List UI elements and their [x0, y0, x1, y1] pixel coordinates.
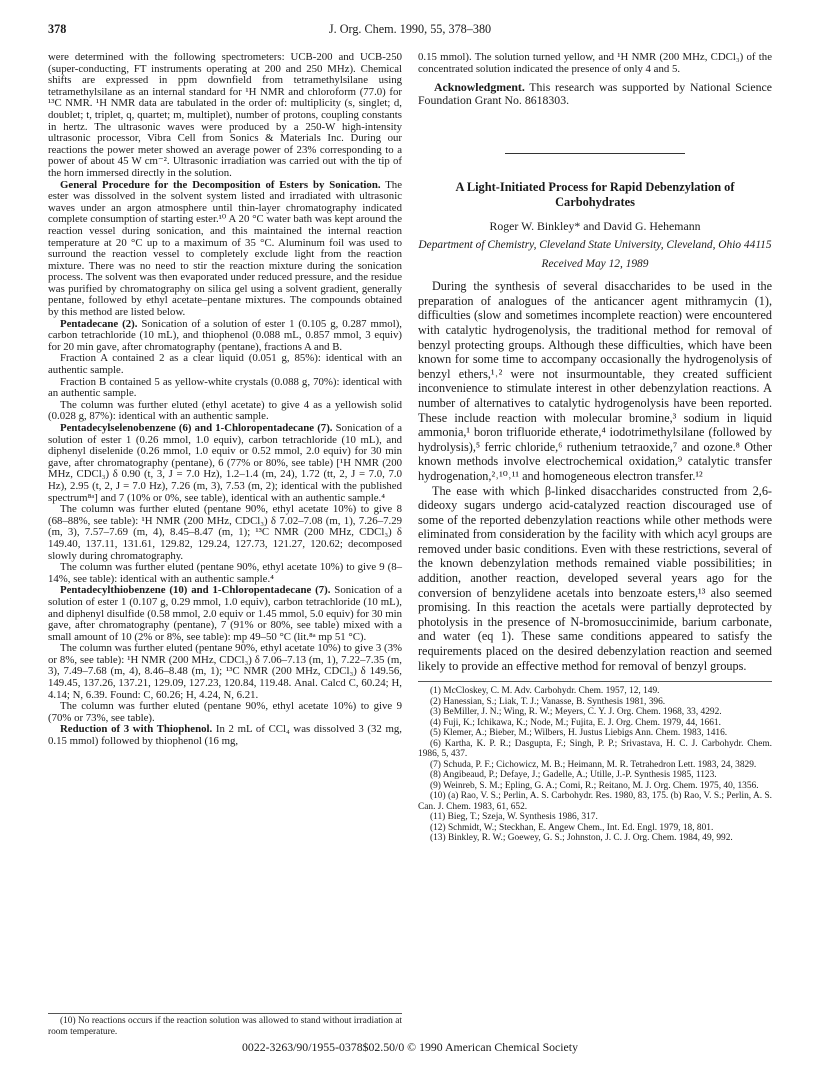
section-heading: Pentadecylthiobenzene (10) and 1-Chloropentadecane (7).: [60, 584, 331, 597]
reference-item: (4) Fuji, K.; Ichikawa, K.; Node, M.; Fujita, E. J. Org. Chem. 1979, 44, 1661.: [430, 717, 721, 728]
article-body: [418, 279, 772, 673]
reference-item: (13) Binkley, R. W.; Goewey, G. S.; Johnston, J. C. J. Org. Chem. 1984, 49, 992.: [430, 833, 733, 844]
experimental-paragraph: [48, 724, 402, 747]
reference-item: (6) Kartha, K. P. R.; Dasgupta, F.; Singh, P. P.; Srivastava, H. C. J. Carbohydr. Chem. 1986, 5, 437.: [418, 738, 772, 760]
experimental-paragraph: Fraction B contained 5 as yellow-white crystals (0.088 g, 70%): identical with an authentic sample.: [48, 375, 402, 400]
paragraph-text: Sonication of a solution of ester 1 (0.105 g, 0.287 mmol), carbon tetrachloride (10 mL), and thiophenol (0.088 mL, 0.857 mmol, 3 equiv) for 20 min gave, after chromatography (pentane), fractions A and B.: [48, 317, 402, 353]
left-column: [48, 52, 402, 748]
paragraph-text: Sonication of a solution of ester 1 (0.26 mmol, 1.0 equiv), carbon tetrachloride (10 mL), and diphenyl diselenide (0.26 mmol, 1.0 equiv or 0.52 mmol, 2.0 equiv) for 30 min gave, after chromatography (pentane), 6 (77% or 80%, see table) [¹H NMR (200 MHz, CDCl₃) δ 0.90 (t, 3, J = 7.0 Hz), 1.2–1.4 (m, 24), 1.72 (tt, 2, J = 7.0, 7.0 Hz), 2.95 (t, 2, J = 7.0 Hz), 7.26 (m, 3), 7.53 (m, 2); identical with the published spectrum⁸ᵃ] and 7 (10% or 0%, see table), identical with an authentic sample.⁴: [48, 422, 402, 504]
right-column: [418, 52, 772, 844]
page-number: 378: [48, 22, 67, 36]
reference-item: (3) BeMiller, J. N.; Wing, R. W.; Meyers, C. Y. J. Org. Chem. 1968, 33, 4292.: [430, 707, 722, 718]
reference-item: (12) Schmidt, W.; Steckhan, E. Angew Chem., Int. Ed. Engl. 1979, 18, 801.: [430, 822, 714, 833]
section-heading: Pentadecane (2).: [60, 317, 138, 330]
reference-item: (8) Angibeaud, P.; Defaye, J.; Gadelle, A.; Utille, J.-P. Synthesis 1985, 1123.: [430, 770, 717, 781]
experimental-paragraph: The column was further eluted (pentane 90%, ethyl acetate 10%) to give 9 (70% or 73%, see table).: [48, 700, 402, 724]
paragraph-text: In 2 mL of CCl₄ was dissolved 3 (32 mg, 0.15 mmol) followed by thiophenol (16 mg,: [48, 723, 402, 748]
reference-item: (10) (a) Rao, V. S.; Perlin, A. S. Carbohydr. Res. 1980, 83, 175. (b) Rao, V. S.; Perlin, A. S. Can. J. Chem. 1983, 61, 652.: [418, 791, 772, 812]
footnote-divider: [48, 1013, 402, 1014]
reference-item: (1) McCloskey, C. M. Adv. Carbohydr. Chem. 1957, 12, 149.: [430, 686, 660, 697]
reference-item: (9) Weinreb, S. M.; Epling, G. A.; Comi, R.; Reitano, M. J. Org. Chem. 1975, 40, 1356.: [430, 780, 759, 791]
footnote: [48, 1016, 402, 1037]
reference-item: (2) Hanessian, S.; Liak, T. J.; Vanasse, B. Synthesis 1981, 396.: [430, 696, 666, 707]
section-heading: Reduction of 3 with Thiophenol.: [60, 723, 213, 736]
article-authors: Roger W. Binkley* and David G. Hehemann: [489, 219, 701, 234]
page-header: [48, 22, 772, 40]
references-list: [418, 681, 772, 844]
body-paragraph: During the synthesis of several disaccharides to be used in the preparation of analogues of the anticancer agent mithramycin (1), difficulties (slow and sometimes incomplete reaction) were encountered with catalytic hydrogenolysis, the traditional method for removal of benzyl protecting groups. Although these difficulties, which have been known for some time to accompany occasionally the hydrogenolysis of benzyl ethers,¹˒² were not insurmountable, they created sufficient inconvenience to stimulate interest in other debenzylation reactions. A number of alternatives to catalytic hydrogenolysis have been reported. These include reaction with molecular bromine,³ sodium in liquid ammonia,¹ boron trifluoride etherate,⁴ iodotrimethylsilane (followed by hydrolysis),⁵ ferric chloride,⁶ ruthenium tetraoxide,⁷ and ozone.⁸ Other known methods involve electrochemical oxidation,⁹ catalytic transfer hydrogenation,²˒¹⁰˒¹¹ and homogeneous electron transfer.¹²: [418, 279, 772, 483]
experimental-paragraph: The column was further eluted (pentane 90%, ethyl acetate 10%) to give 3 (3% or 8%, see table): ¹H NMR (200 MHz, CDCl₃) δ 7.06–7.13 (m, 1), 7.22–7.35 (m, 3), 7.49–7.68 (m, 4), 8.46–8.48 (m, 1); ¹³C NMR (200 MHz, CDCl₃) δ 149.56, 149.45, 137.26, 137.21, 129.09, 127.23, 120.84, 119.48. Anal. Calcd C, 60.24; H, 4.14; N, 6.39. Found: C, 60.26; H, 4.24, N, 6.21.: [48, 642, 402, 701]
acknowledgment: [418, 81, 772, 107]
experimental-paragraph: Fraction A contained 2 as a clear liquid (0.051 g, 85%): identical with an authentic sample.: [48, 352, 402, 377]
page-footer: 0022-3263/90/1955-0378$02.50/0 © 1990 American Chemical Society: [242, 1040, 578, 1054]
article-divider: [505, 153, 685, 154]
experimental-paragraph: were determined with the following spectrometers: UCB-200 and UCB-250 (super-conducting, FT instruments operating at 200 and 250 MHz). Chemical shifts are expressed in ppm downfield from tetramethylsilane using tetramethylsilane as an internal standard for ¹H NMR and chloroform (77.0) for ¹³C NMR. ¹H NMR data are tabulated in the order of: multiplicity (s, singlet; d, doublet; t, triplet, q, quartet; m, multiplet), number of protons, coupling constants in hertz. The ultrasonic waves were produced by a 250-W high-intensity ultrasonic processor, Vibra Cell from Sonics & Materials Inc. During our reactions the power meter showed an average power of 23% corresponding to a power of about 45 W cm⁻². Ultrasonic irradiation was carried out with the tip of the horn immersed directly in the solution.: [48, 51, 402, 179]
acknowledgment-text: This research was supported by National Science Foundation Grant No. 8618303.: [418, 80, 772, 108]
article-title: A Light-Initiated Process for Rapid Debenzylation of Carbohydrates: [455, 180, 735, 210]
experimental-paragraph: The column was further eluted (pentane 90%, ethyl acetate 10%) to give 9 (8–14%, see table): identical with an authentic sample.⁴: [48, 561, 402, 585]
author-affiliation: Department of Chemistry, Cleveland State University, Cleveland, Ohio 44115: [418, 239, 772, 252]
section-heading: General Procedure for the Decomposition of Esters by Sonication.: [60, 178, 381, 191]
experimental-paragraph: [48, 423, 402, 504]
experimental-paragraph: [48, 319, 402, 354]
reference-item: (11) Bieg, T.; Szeja, W. Synthesis 1986, 317.: [430, 812, 598, 823]
experimental-paragraph: The column was further eluted (ethyl acetate) to give 4 as a yellowish solid (0.028 g, 87%): identical with an authentic sample.: [48, 398, 402, 423]
section-heading: Pentadecylselenobenzene (6) and 1-Chloropentadecane (7).: [60, 422, 333, 434]
experimental-paragraph: [48, 585, 402, 643]
footnote-text: (10) No reactions occurs if the reaction solution was allowed to stand without irradiation at room temperature.: [48, 1016, 402, 1037]
acknowledgment-heading: Acknowledgment.: [434, 80, 525, 95]
experimental-paragraph: The column was further eluted (pentane 90%, ethyl acetate 10%) to give 8 (68–88%, see table): ¹H NMR (200 MHz, CDCl₃) δ 7.02–7.08 (m, 1), 7.26–7.29 (m, 3), 7.57–7.69 (m, 4), 8.45–8.47 (m, 1); ¹³C NMR (200 MHz, CDCl₃) δ 149.40, 137.11, 131.61, 129.82, 129.24, 127.73, 121.27, 120.62; decomposed slowly during chromatography.: [48, 503, 402, 562]
experimental-paragraph: [48, 180, 402, 319]
body-paragraph: The ease with which β-linked disaccharides constructed from 2,6-dideoxy sugars undergo acid-catalyzed reaction discouraged use of some of the reported debenzylation reactions while other methods were eliminated from consideration by the facility with which acyl groups are removed under basic conditions. Even with these restrictions, several of the known debenzylation methods remained viable possibilities; in addition, another reaction, developed several years ago for the conversion of benzylidene acetals into benzoate esters,¹³ also seemed promising. In this reaction the acetals were partially deprotected by photolysis in the presence of N-bromosuccinimide, barium carbonate, and water (eq 1). These same conditions appeared to satisfy the requirements placed on the desired debenzylation reaction and seemed likely to provide an effective method for removal of benzyl groups.: [418, 483, 772, 673]
reference-item: (5) Klemer, A.; Bieber, M.; Wilbers, H. Justus Liebigs Ann. Chem. 1983, 1416.: [430, 728, 728, 739]
received-date: Received May 12, 1989: [541, 258, 649, 271]
journal-citation: J. Org. Chem. 1990, 55, 378–380: [328, 22, 492, 36]
paragraph-text: Sonication of a solution of ester 1 (0.107 g, 0.29 mmol, 1.0 equiv), carbon tetrachloride (10 mL), and diphenyl disulfide (0.58 mmol, 2.0 equiv or 1.45 mmol, 5.0 equiv) for 30 min gave, after chromatography (pentane), 7 (91% or 80%, see table) mixed with a small amount of 10 (2% or 8%, see table): mp 49–50 °C (lit.⁸ᵃ mp 51 °C).: [48, 584, 402, 643]
experimental-paragraph: 0.15 mmol). The solution turned yellow, and ¹H NMR (200 MHz, CDCl₃) of the concentrated solution indicated the presence of only 4 and 5.: [418, 51, 772, 75]
paragraph-text: The ester was dissolved in the solvent system listed and irradiated with ultrasonic waves under an argon atmosphere until thin-layer chromatography indicated complete consumption of starting ester.¹⁰ A 20 °C water bath was kept around the reaction vessel during sonication, and this maintained the internal reaction temperature at 20 °C up to a maximum of 35 °C. Aluminum foil was used to surround the reaction vessel to completely exclude light from the reaction mixture. There was no need to stir the reaction mixture during the sonication process. The solvent was then evaporated under reduced pressure, and the residue was purified by chromatography on silica gel using a solvent gradient, generally pentane, followed by ethyl acetate–pentane mixtures. The compounds obtained by this method are listed below.: [48, 178, 402, 319]
reference-item: (7) Schuda, P. F.; Cichowicz, M. B.; Heimann, M. R. Tetrahedron Lett. 1983, 24, 3829.: [430, 759, 757, 770]
